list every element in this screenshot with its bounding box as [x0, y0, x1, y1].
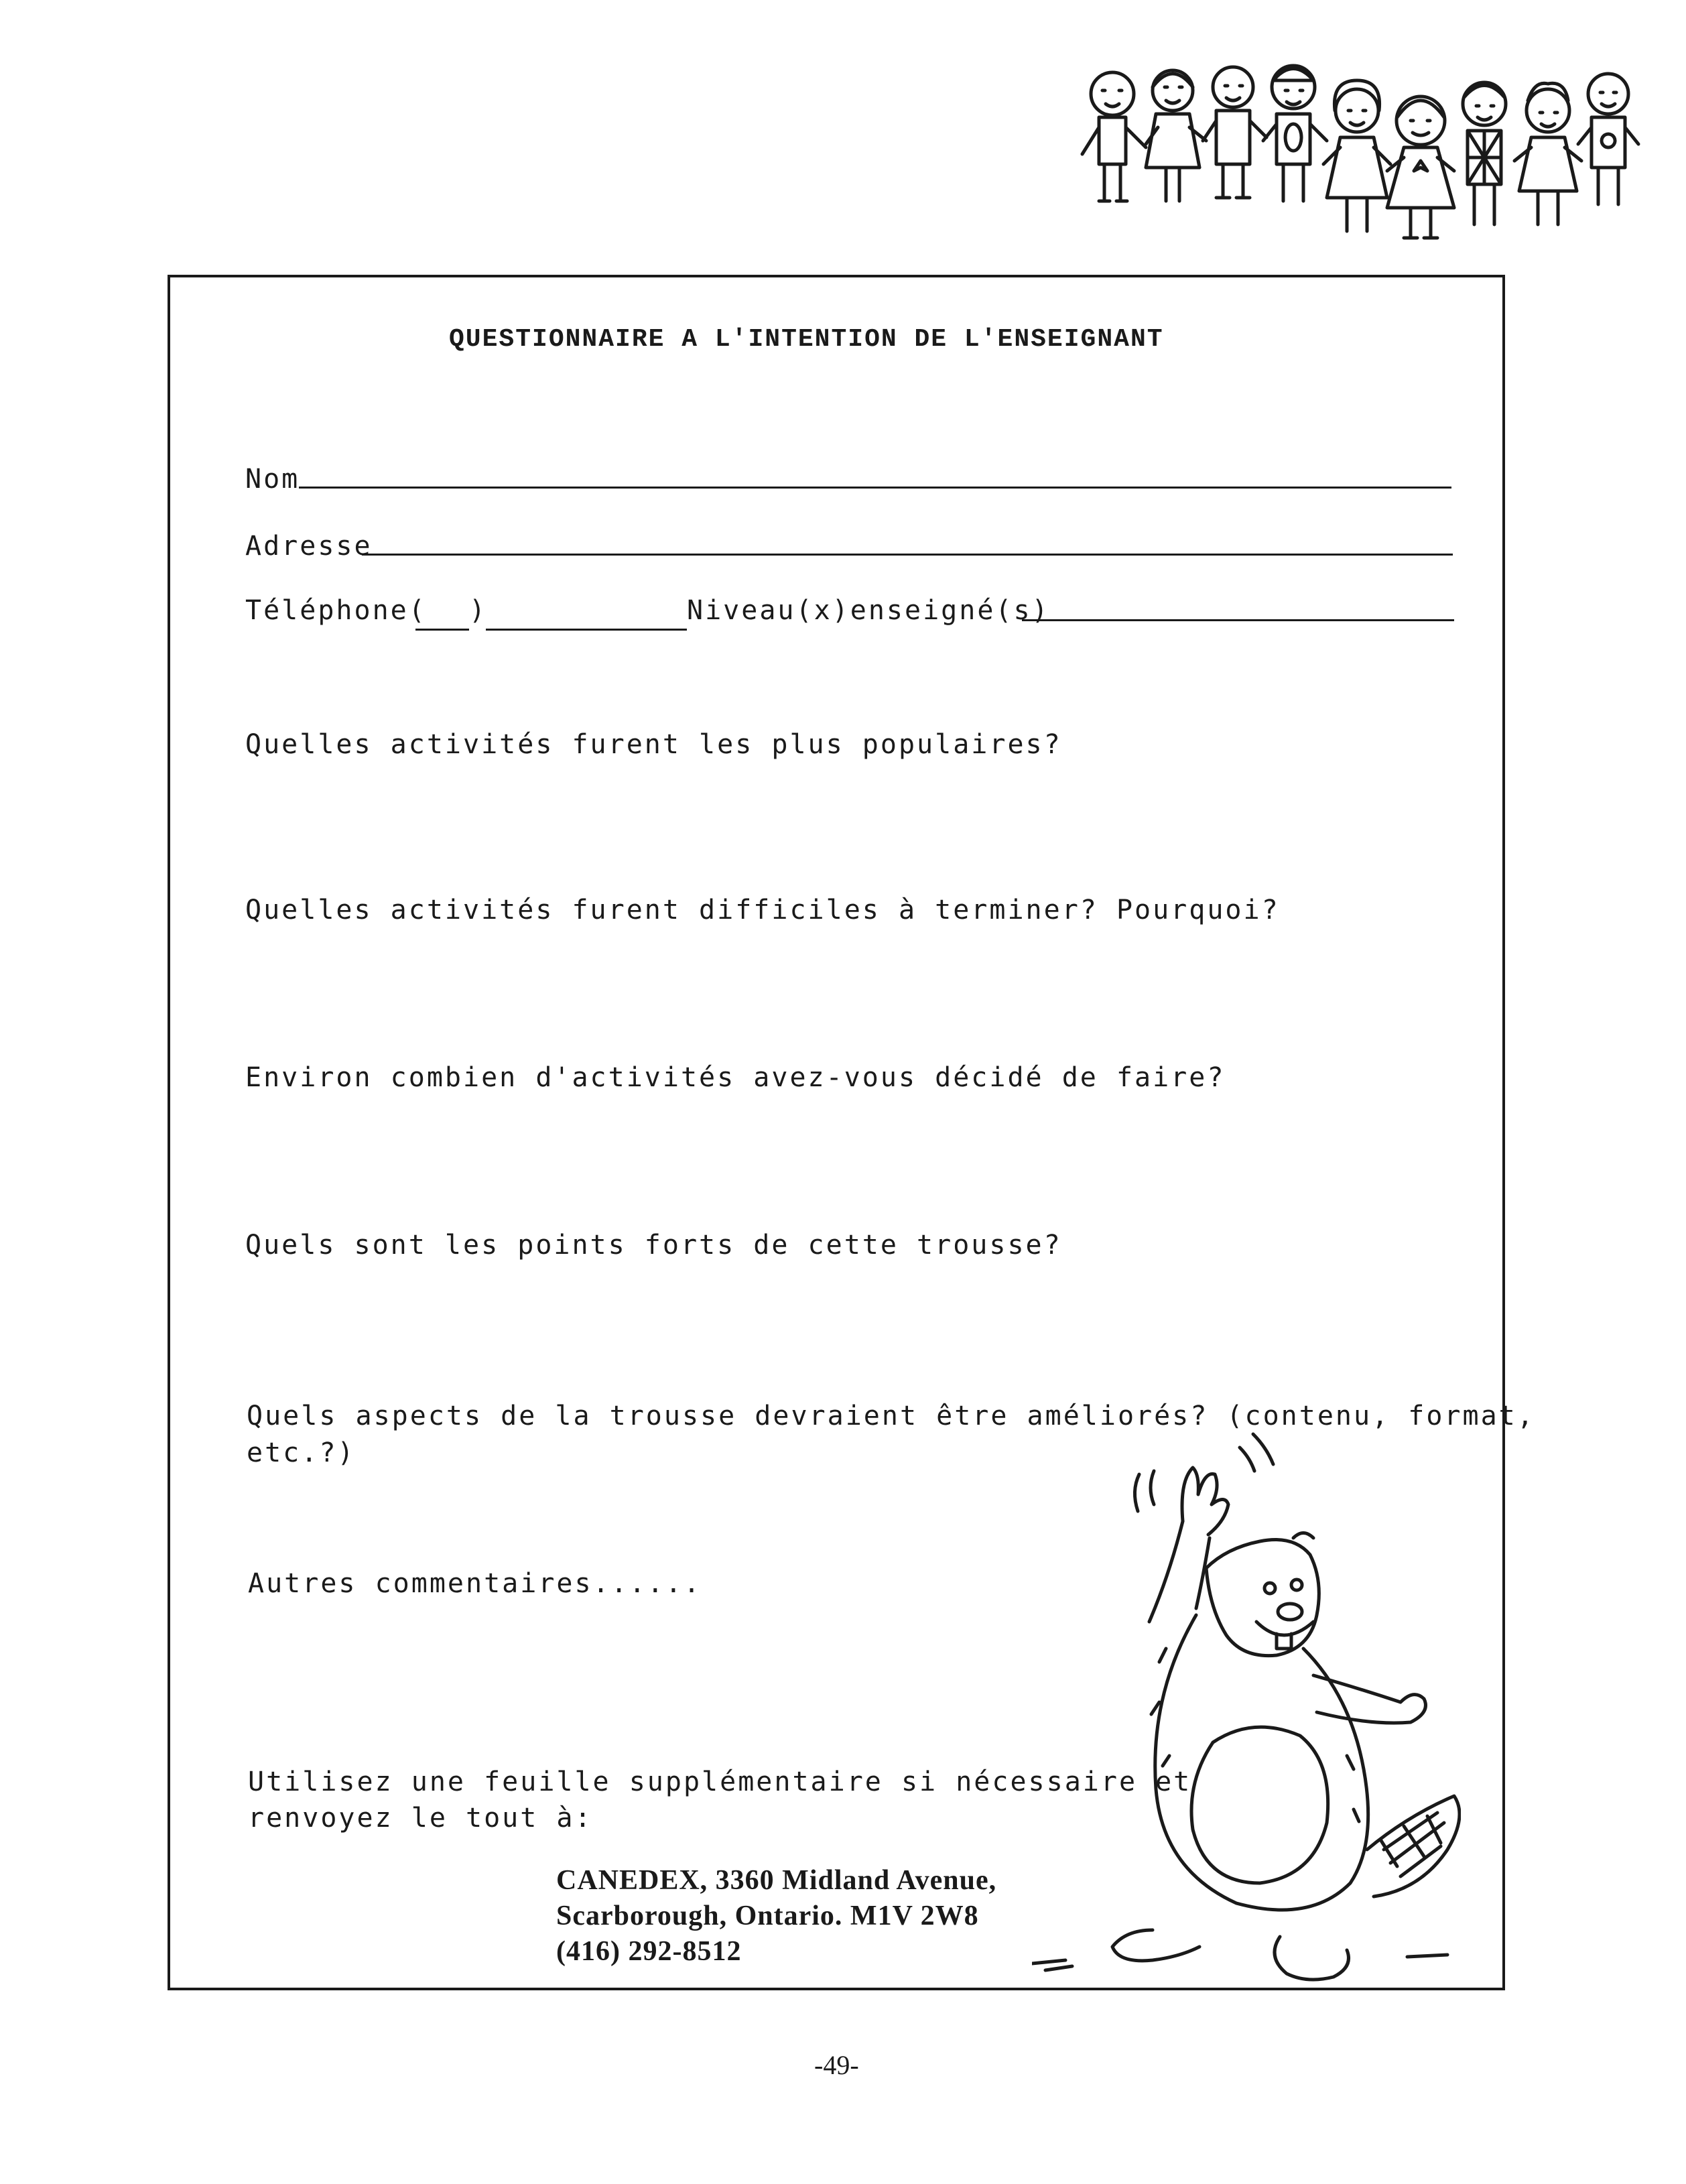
question-improvements-continued: etc.?): [247, 1437, 356, 1468]
grades-label: Niveau(x)enseigné(s): [687, 595, 1050, 626]
address-line-3: (416) 292-8512: [556, 1936, 742, 1967]
address-line-2: Scarborough, Ontario. M1V 2W8: [556, 1901, 979, 1931]
address-label: Adresse: [245, 531, 373, 562]
address-line-1: CANEDEX, 3360 Midland Avenue,: [556, 1865, 997, 1896]
other-comments-label: Autres commentaires......: [248, 1568, 702, 1599]
question-improvements: Quels aspects de la trousse devraient être améliorés? (contenu, format,: [247, 1401, 1535, 1431]
instructions-line-2: renvoyez le tout à:: [248, 1803, 593, 1834]
children-holding-hands-illustration: [1072, 54, 1648, 268]
grades-input-line[interactable]: [1022, 619, 1454, 621]
question-difficult-activities: Quelles activités furent difficiles à terminer? Pourquoi?: [245, 895, 1280, 925]
name-input-line[interactable]: [299, 487, 1451, 489]
form-title: QUESTIONNAIRE A L'INTENTION DE L'ENSEIGNANT: [449, 325, 1164, 354]
phone-number-line[interactable]: [486, 629, 687, 631]
page-number: -49-: [814, 2050, 859, 2080]
phone-area-code-line[interactable]: [415, 629, 469, 631]
phone-label: Téléphone(: [245, 595, 427, 626]
question-popular-activities: Quelles activités furent les plus populaires?: [245, 729, 1062, 760]
name-label: Nom: [245, 464, 300, 495]
phone-paren-close: ): [469, 595, 488, 626]
instructions-line-1: Utilisez une feuille supplémentaire si nécessaire et: [248, 1767, 1192, 1797]
address-input-line[interactable]: [362, 554, 1453, 556]
question-strengths: Quels sont les points forts de cette trousse?: [245, 1230, 1062, 1261]
question-activities-count: Environ combien d'activités avez-vous décidé de faire?: [245, 1062, 1226, 1093]
waving-beaver-illustration: [1032, 1421, 1461, 2017]
